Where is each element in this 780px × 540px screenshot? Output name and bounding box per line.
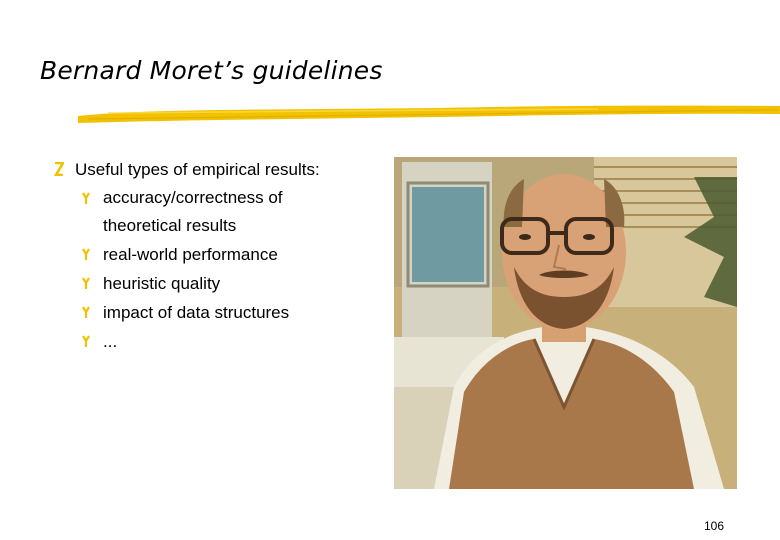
sub-item-3 — [82, 269, 394, 298]
bullet-item — [54, 155, 394, 184]
sub-item-text: ... — [103, 332, 118, 351]
sub-item-text: accuracy/correctness of — [103, 188, 283, 207]
sub-item-text: heuristic quality — [103, 274, 221, 293]
sub-item-2 — [82, 240, 394, 269]
y-bullet-icon — [82, 335, 90, 348]
z-bullet-icon — [54, 162, 64, 176]
sub-item-text: real-world performance — [103, 245, 278, 264]
portrait-photo — [394, 157, 737, 489]
y-bullet-icon — [82, 277, 90, 290]
y-bullet-icon — [82, 248, 90, 261]
bullet-list — [54, 155, 394, 356]
sub-item-1 — [82, 184, 394, 240]
slide-title: Bernard Moret’s guidelines — [40, 56, 383, 85]
page-number: 106 — [704, 519, 725, 533]
sub-item-text-continued: theoretical results — [103, 216, 237, 235]
sub-item-text: impact of data structures — [103, 303, 290, 322]
bullet-text: Useful types of empirical results: — [75, 160, 320, 179]
sub-item-4 — [82, 298, 394, 327]
sub-item-5 — [82, 327, 394, 356]
title-underline — [78, 100, 780, 128]
y-bullet-icon — [82, 306, 90, 319]
y-bullet-icon — [82, 192, 90, 205]
